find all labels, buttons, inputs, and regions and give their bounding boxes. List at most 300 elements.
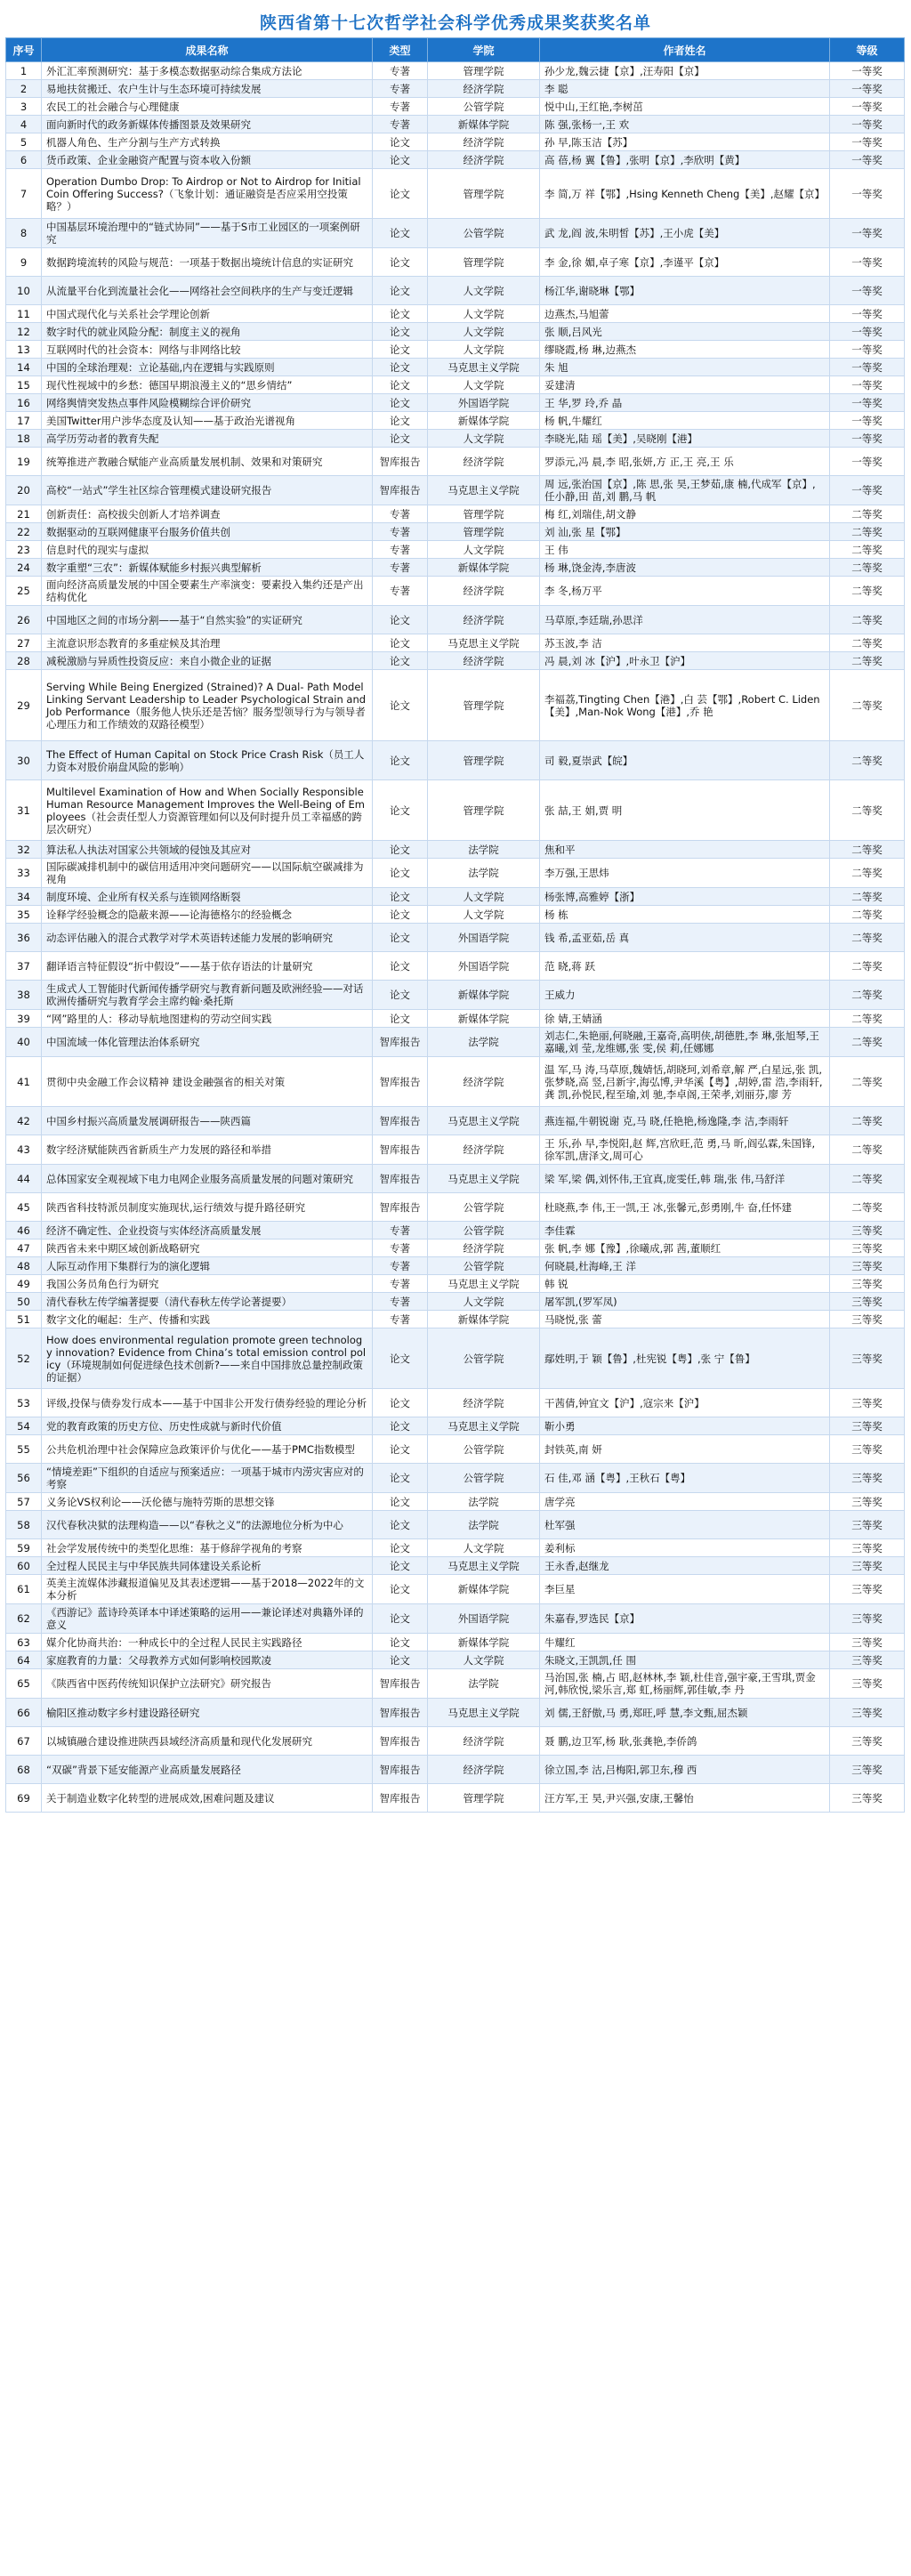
row-level: 二等奖 bbox=[830, 1057, 905, 1107]
row-number: 10 bbox=[6, 277, 42, 305]
row-type: 智库报告 bbox=[373, 1727, 428, 1756]
header-level: 等级 bbox=[830, 38, 905, 62]
row-school: 法学院 bbox=[428, 859, 540, 888]
row-number: 44 bbox=[6, 1165, 42, 1193]
row-authors: 李福荔,Tingting Chen【港】,白 芸【鄂】,Robert C. Liden【美】,Man-Nok Wong【港】,乔 艳 bbox=[540, 670, 830, 741]
row-authors: 杨江华,谢晓琳【鄂】 bbox=[540, 277, 830, 305]
row-title: 机器人角色、生产分割与生产方式转换 bbox=[42, 133, 373, 151]
row-level: 二等奖 bbox=[830, 505, 905, 523]
row-type: 论文 bbox=[373, 1389, 428, 1417]
row-school: 马克思主义学院 bbox=[428, 1557, 540, 1575]
row-level: 二等奖 bbox=[830, 523, 905, 541]
row-number: 37 bbox=[6, 952, 42, 981]
row-number: 11 bbox=[6, 305, 42, 323]
row-authors: 汪方军,王 昊,尹兴强,安康,王馨怡 bbox=[540, 1784, 830, 1813]
row-number: 1 bbox=[6, 62, 42, 80]
table-row bbox=[6, 841, 905, 859]
table-row bbox=[6, 376, 905, 394]
table-row bbox=[6, 541, 905, 559]
row-number: 68 bbox=[6, 1756, 42, 1784]
row-title: 诠释学经验概念的隐蔽来源——论海德格尔的经验概念 bbox=[42, 906, 373, 924]
row-title: 以城镇融合建设推进陕西县域经济高质量和现代化发展研究 bbox=[42, 1727, 373, 1756]
row-title: 社会学发展传统中的类型化思维：基于修辞学视角的考察 bbox=[42, 1539, 373, 1557]
row-authors: 李巨星 bbox=[540, 1575, 830, 1604]
row-type: 智库报告 bbox=[373, 1057, 428, 1107]
table-row bbox=[6, 1464, 905, 1493]
row-title: 陕西省科技特派员制度实施现状,运行绩效与提升路径研究 bbox=[42, 1193, 373, 1222]
row-authors: 孙 早,陈玉洁【苏】 bbox=[540, 133, 830, 151]
row-school: 公管学院 bbox=[428, 1328, 540, 1389]
row-title: 算法私人执法对国家公共领域的侵蚀及其应对 bbox=[42, 841, 373, 859]
row-school: 新媒体学院 bbox=[428, 981, 540, 1010]
row-authors: 梁 军,梁 偶,刘怀伟,王宜真,庞雯任,韩 瑞,张 伟,马舒洋 bbox=[540, 1165, 830, 1193]
row-authors: 封铁英,南 妍 bbox=[540, 1435, 830, 1464]
row-level: 一等奖 bbox=[830, 62, 905, 80]
row-type: 智库报告 bbox=[373, 1756, 428, 1784]
row-school: 人文学院 bbox=[428, 430, 540, 448]
row-authors: 杨 栋 bbox=[540, 906, 830, 924]
row-type: 论文 bbox=[373, 1575, 428, 1604]
row-number: 7 bbox=[6, 169, 42, 219]
row-level: 一等奖 bbox=[830, 359, 905, 376]
row-level: 三等奖 bbox=[830, 1634, 905, 1651]
table-row bbox=[6, 888, 905, 906]
row-number: 46 bbox=[6, 1222, 42, 1240]
table-row bbox=[6, 1699, 905, 1727]
row-title: The Effect of Human Capital on Stock Price Crash Risk（员工人力资本对股价崩盘风险的影响） bbox=[42, 741, 373, 780]
table-row bbox=[6, 151, 905, 169]
row-title: “双碳”背景下延安能源产业高质量发展路径 bbox=[42, 1756, 373, 1784]
row-school: 外国语学院 bbox=[428, 1604, 540, 1634]
row-authors: 何晓晨,杜海峰,王 洋 bbox=[540, 1257, 830, 1275]
row-title: 数字时代的就业风险分配：制度主义的视角 bbox=[42, 323, 373, 341]
row-level: 一等奖 bbox=[830, 394, 905, 412]
row-school: 经济学院 bbox=[428, 577, 540, 606]
row-number: 23 bbox=[6, 541, 42, 559]
row-school: 人文学院 bbox=[428, 341, 540, 359]
row-type: 论文 bbox=[373, 952, 428, 981]
table-header-row bbox=[6, 38, 905, 62]
row-type: 专著 bbox=[373, 1240, 428, 1257]
row-authors: 焦和平 bbox=[540, 841, 830, 859]
row-title: 翻译语言特征假设“折中假设”——基于依存语法的计量研究 bbox=[42, 952, 373, 981]
row-number: 16 bbox=[6, 394, 42, 412]
row-number: 20 bbox=[6, 476, 42, 505]
row-type: 论文 bbox=[373, 634, 428, 652]
row-title: 英美主流媒体涉藏报道偏见及其表述逻辑——基于2018—2022年的文本分析 bbox=[42, 1575, 373, 1604]
row-number: 4 bbox=[6, 116, 42, 133]
row-number: 34 bbox=[6, 888, 42, 906]
row-title: 数据跨境流转的风险与规范：一项基于数据出境统计信息的实证研究 bbox=[42, 248, 373, 277]
row-type: 论文 bbox=[373, 670, 428, 741]
row-number: 43 bbox=[6, 1135, 42, 1165]
row-level: 二等奖 bbox=[830, 859, 905, 888]
row-school: 人文学院 bbox=[428, 906, 540, 924]
row-level: 二等奖 bbox=[830, 924, 905, 952]
row-authors: 徐 婧,王婧涵 bbox=[540, 1010, 830, 1028]
row-level: 二等奖 bbox=[830, 1165, 905, 1193]
table-row bbox=[6, 505, 905, 523]
header-authors: 作者姓名 bbox=[540, 38, 830, 62]
row-type: 论文 bbox=[373, 169, 428, 219]
row-type: 论文 bbox=[373, 652, 428, 670]
row-number: 64 bbox=[6, 1651, 42, 1669]
row-number: 3 bbox=[6, 98, 42, 116]
row-school: 人文学院 bbox=[428, 541, 540, 559]
row-level: 二等奖 bbox=[830, 652, 905, 670]
row-school: 人文学院 bbox=[428, 888, 540, 906]
table-row bbox=[6, 780, 905, 841]
row-title: 总体国家安全观视域下电力电网企业服务高质量发展的问题对策研究 bbox=[42, 1165, 373, 1193]
row-type: 智库报告 bbox=[373, 476, 428, 505]
table-row bbox=[6, 476, 905, 505]
table-row bbox=[6, 1010, 905, 1028]
table-row bbox=[6, 305, 905, 323]
table-row bbox=[6, 133, 905, 151]
row-title: 生成式人工智能时代新闻传播学研究与教育新问题及欧洲经验——对话欧洲传播研究与教育学会主席约翰·桑托斯 bbox=[42, 981, 373, 1010]
row-authors: 王永香,赵继龙 bbox=[540, 1557, 830, 1575]
table-row bbox=[6, 1756, 905, 1784]
row-authors: 孙少龙,魏云捷【京】,汪寿阳【京】 bbox=[540, 62, 830, 80]
table-row bbox=[6, 1107, 905, 1135]
row-level: 三等奖 bbox=[830, 1669, 905, 1699]
row-type: 论文 bbox=[373, 1557, 428, 1575]
row-title: 关于制造业数字化转型的进展成效,困难问题及建议 bbox=[42, 1784, 373, 1813]
row-title: 贯彻中央金融工作会议精神 建设金融强省的相关对策 bbox=[42, 1057, 373, 1107]
row-school: 管理学院 bbox=[428, 169, 540, 219]
table-row bbox=[6, 652, 905, 670]
row-authors: 张 喆,王 娟,贾 明 bbox=[540, 780, 830, 841]
table-row bbox=[6, 1575, 905, 1604]
row-level: 三等奖 bbox=[830, 1756, 905, 1784]
row-level: 三等奖 bbox=[830, 1575, 905, 1604]
table-row bbox=[6, 277, 905, 305]
row-number: 8 bbox=[6, 219, 42, 248]
table-row bbox=[6, 359, 905, 376]
row-title: 媒介化协商共治：一种成长中的全过程人民民主实践路径 bbox=[42, 1634, 373, 1651]
table-row bbox=[6, 924, 905, 952]
row-level: 三等奖 bbox=[830, 1222, 905, 1240]
row-school: 公管学院 bbox=[428, 1435, 540, 1464]
row-number: 69 bbox=[6, 1784, 42, 1813]
table-body bbox=[6, 62, 905, 1813]
row-school: 管理学院 bbox=[428, 670, 540, 741]
row-type: 智库报告 bbox=[373, 1669, 428, 1699]
row-title: 榆阳区推动数字乡村建设路径研究 bbox=[42, 1699, 373, 1727]
row-level: 一等奖 bbox=[830, 476, 905, 505]
row-title: 外汇汇率预测研究：基于多模态数据驱动综合集成方法论 bbox=[42, 62, 373, 80]
row-level: 一等奖 bbox=[830, 248, 905, 277]
table-row bbox=[6, 1727, 905, 1756]
row-authors: 干茜倩,钟宜文【沪】,寇宗来【沪】 bbox=[540, 1389, 830, 1417]
row-school: 管理学院 bbox=[428, 523, 540, 541]
row-authors: 杜晓燕,李 伟,王一凯,王 冰,张馨元,彭勇刚,牛 奋,任怀建 bbox=[540, 1193, 830, 1222]
row-number: 9 bbox=[6, 248, 42, 277]
row-number: 40 bbox=[6, 1028, 42, 1057]
row-school: 人文学院 bbox=[428, 323, 540, 341]
row-number: 31 bbox=[6, 780, 42, 841]
row-type: 论文 bbox=[373, 376, 428, 394]
row-school: 经济学院 bbox=[428, 151, 540, 169]
row-level: 二等奖 bbox=[830, 1193, 905, 1222]
row-type: 论文 bbox=[373, 151, 428, 169]
row-type: 论文 bbox=[373, 924, 428, 952]
row-authors: 刘 汕,张 星【鄂】 bbox=[540, 523, 830, 541]
row-number: 22 bbox=[6, 523, 42, 541]
row-type: 论文 bbox=[373, 1417, 428, 1435]
row-title: “情境差距”下组织的自适应与预案适应：一项基于城市内涝灾害应对的考察 bbox=[42, 1464, 373, 1493]
row-school: 新媒体学院 bbox=[428, 1634, 540, 1651]
row-type: 专著 bbox=[373, 62, 428, 80]
row-type: 论文 bbox=[373, 277, 428, 305]
row-number: 66 bbox=[6, 1699, 42, 1727]
row-authors: 姜利标 bbox=[540, 1539, 830, 1557]
row-type: 论文 bbox=[373, 341, 428, 359]
row-type: 智库报告 bbox=[373, 1699, 428, 1727]
table-row bbox=[6, 670, 905, 741]
row-title: 中国的全球治理观：立论基础,内在逻辑与实践原则 bbox=[42, 359, 373, 376]
row-number: 24 bbox=[6, 559, 42, 577]
row-level: 二等奖 bbox=[830, 1010, 905, 1028]
row-authors: 朱晓文,王凯凯,任 围 bbox=[540, 1651, 830, 1669]
row-title: 美国Twitter用户涉华态度及认知——基于政治光谱视角 bbox=[42, 412, 373, 430]
row-school: 管理学院 bbox=[428, 1784, 540, 1813]
table-row bbox=[6, 559, 905, 577]
header-no: 序号 bbox=[6, 38, 42, 62]
row-level: 三等奖 bbox=[830, 1539, 905, 1557]
row-type: 专著 bbox=[373, 1293, 428, 1311]
row-number: 18 bbox=[6, 430, 42, 448]
row-type: 专著 bbox=[373, 523, 428, 541]
table-row bbox=[6, 219, 905, 248]
row-type: 智库报告 bbox=[373, 1165, 428, 1193]
table-row bbox=[6, 1057, 905, 1107]
row-level: 三等奖 bbox=[830, 1311, 905, 1328]
row-number: 21 bbox=[6, 505, 42, 523]
row-level: 三等奖 bbox=[830, 1784, 905, 1813]
table-row bbox=[6, 248, 905, 277]
row-level: 二等奖 bbox=[830, 1135, 905, 1165]
row-school: 马克思主义学院 bbox=[428, 634, 540, 652]
row-level: 二等奖 bbox=[830, 541, 905, 559]
table-row bbox=[6, 1165, 905, 1193]
row-type: 论文 bbox=[373, 859, 428, 888]
row-type: 智库报告 bbox=[373, 1107, 428, 1135]
row-level: 二等奖 bbox=[830, 981, 905, 1010]
row-title: 中国地区之间的市场分割——基于“自然实验”的实证研究 bbox=[42, 606, 373, 634]
row-type: 论文 bbox=[373, 841, 428, 859]
row-type: 论文 bbox=[373, 305, 428, 323]
row-title: 高学历劳动者的教育失配 bbox=[42, 430, 373, 448]
row-level: 三等奖 bbox=[830, 1389, 905, 1417]
row-type: 论文 bbox=[373, 394, 428, 412]
row-title: 信息时代的现实与虚拟 bbox=[42, 541, 373, 559]
row-number: 38 bbox=[6, 981, 42, 1010]
row-level: 三等奖 bbox=[830, 1293, 905, 1311]
row-level: 一等奖 bbox=[830, 305, 905, 323]
table-row bbox=[6, 1028, 905, 1057]
row-authors: 鄢姓明,于 颖【鲁】,杜宪锐【粤】,张 宁【鲁】 bbox=[540, 1328, 830, 1389]
row-school: 法学院 bbox=[428, 1511, 540, 1539]
row-number: 19 bbox=[6, 448, 42, 476]
row-number: 63 bbox=[6, 1634, 42, 1651]
row-number: 53 bbox=[6, 1389, 42, 1417]
row-title: 高校“一站式”学生社区综合管理模式建设研究报告 bbox=[42, 476, 373, 505]
row-authors: 武 龙,阎 波,朱明皙【苏】,王小虎【美】 bbox=[540, 219, 830, 248]
row-type: 智库报告 bbox=[373, 1193, 428, 1222]
row-title: 减税激励与异质性投资反应：来自小微企业的证据 bbox=[42, 652, 373, 670]
row-level: 三等奖 bbox=[830, 1464, 905, 1493]
row-title: 数据驱动的互联网健康平台服务价值共创 bbox=[42, 523, 373, 541]
row-number: 49 bbox=[6, 1275, 42, 1293]
row-authors: 马治国,张 楠,占 昭,赵林林,李 颖,杜佳音,强宇豪,王雪琪,贾金河,韩欣悦,梁乐言,郑 虹,杨丽辉,郭佳敏,李 丹 bbox=[540, 1669, 830, 1699]
row-level: 三等奖 bbox=[830, 1435, 905, 1464]
table-row bbox=[6, 1435, 905, 1464]
row-level: 三等奖 bbox=[830, 1699, 905, 1727]
row-school: 法学院 bbox=[428, 1028, 540, 1057]
row-title: 中国流域一体化管理法治体系研究 bbox=[42, 1028, 373, 1057]
row-school: 公管学院 bbox=[428, 1193, 540, 1222]
row-type: 论文 bbox=[373, 359, 428, 376]
row-authors: 悦中山,王红艳,李树茁 bbox=[540, 98, 830, 116]
row-number: 5 bbox=[6, 133, 42, 151]
row-school: 人文学院 bbox=[428, 1651, 540, 1669]
row-number: 51 bbox=[6, 1311, 42, 1328]
row-number: 36 bbox=[6, 924, 42, 952]
row-title: 数字文化的崛起：生产、传播和实践 bbox=[42, 1311, 373, 1328]
table-row bbox=[6, 1539, 905, 1557]
table-row bbox=[6, 1328, 905, 1389]
table-row bbox=[6, 430, 905, 448]
row-title: 《西游记》蓝诗玲英译本中译述策略的运用——兼论译述对典籍外译的意义 bbox=[42, 1604, 373, 1634]
row-type: 智库报告 bbox=[373, 1135, 428, 1165]
row-level: 三等奖 bbox=[830, 1257, 905, 1275]
row-authors: 杨 琳,饶金涛,李唐波 bbox=[540, 559, 830, 577]
table-row bbox=[6, 1604, 905, 1634]
row-title: 义务论VS权利论——沃伦德与施特劳斯的思想交锋 bbox=[42, 1493, 373, 1511]
row-number: 33 bbox=[6, 859, 42, 888]
table-row bbox=[6, 1193, 905, 1222]
row-level: 二等奖 bbox=[830, 606, 905, 634]
row-authors: 燕连福,牛朝锐谢 克,马 晓,任艳艳,杨逸隆,李 洁,李雨轩 bbox=[540, 1107, 830, 1135]
row-level: 三等奖 bbox=[830, 1417, 905, 1435]
row-number: 29 bbox=[6, 670, 42, 741]
table-row bbox=[6, 859, 905, 888]
table-row bbox=[6, 1135, 905, 1165]
table-row bbox=[6, 1511, 905, 1539]
table-row bbox=[6, 1784, 905, 1813]
row-school: 马克思主义学院 bbox=[428, 1275, 540, 1293]
row-authors: 韩 锐 bbox=[540, 1275, 830, 1293]
row-number: 58 bbox=[6, 1511, 42, 1539]
table-row bbox=[6, 98, 905, 116]
row-school: 公管学院 bbox=[428, 1222, 540, 1240]
row-authors: 王 伟 bbox=[540, 541, 830, 559]
row-level: 三等奖 bbox=[830, 1651, 905, 1669]
table-row bbox=[6, 952, 905, 981]
row-type: 专著 bbox=[373, 98, 428, 116]
row-authors: 温 军,马 涛,马草原,魏婧恬,胡晓珂,刘希章,解 严,白星远,张 凯,张梦晓,高 竖,吕新宇,海弘博,尹华溪【粤】,胡婷,雷 浩,李雨轩,龚 凯,孙悦民,程至瑜,刘 驰,李卓阁,王荣孝,刘丽芬,廖 芳 bbox=[540, 1057, 830, 1107]
document-title: 陕西省第十七次哲学社会科学优秀成果奖获奖名单 bbox=[259, 13, 651, 33]
row-type: 论文 bbox=[373, 1435, 428, 1464]
row-number: 47 bbox=[6, 1240, 42, 1257]
row-authors: 李佳霖 bbox=[540, 1222, 830, 1240]
row-number: 26 bbox=[6, 606, 42, 634]
row-authors: 罗添元,冯 晨,李 昭,张妍,方 正,王 亮,王 乐 bbox=[540, 448, 830, 476]
row-title: 党的教育政策的历史方位、历史性成就与新时代价值 bbox=[42, 1417, 373, 1435]
row-type: 论文 bbox=[373, 1328, 428, 1389]
table-row bbox=[6, 412, 905, 430]
row-school: 法学院 bbox=[428, 841, 540, 859]
row-authors: 钱 希,孟亚茹,岳 真 bbox=[540, 924, 830, 952]
row-authors: 妥建清 bbox=[540, 376, 830, 394]
row-school: 经济学院 bbox=[428, 1057, 540, 1107]
row-level: 一等奖 bbox=[830, 430, 905, 448]
row-authors: 朱嘉春,罗选民【京】 bbox=[540, 1604, 830, 1634]
row-type: 论文 bbox=[373, 741, 428, 780]
row-school: 新媒体学院 bbox=[428, 412, 540, 430]
row-number: 60 bbox=[6, 1557, 42, 1575]
row-school: 新媒体学院 bbox=[428, 1010, 540, 1028]
row-title: 易地扶贫搬迁、农户生计与生态环境可持续发展 bbox=[42, 80, 373, 98]
table-row bbox=[6, 80, 905, 98]
row-type: 智库报告 bbox=[373, 448, 428, 476]
row-type: 论文 bbox=[373, 981, 428, 1010]
row-title: 中国基层环境治理中的“链式协同”——基于S市工业园区的一项案例研究 bbox=[42, 219, 373, 248]
row-title: 国际碳减排机制中的碳信用适用冲突问题研究——以国际航空碳减排为视角 bbox=[42, 859, 373, 888]
row-authors: 杜军强 bbox=[540, 1511, 830, 1539]
row-authors: 刘志仁,朱艳丽,何晓融,王嘉奇,高明侠,胡德胜,李 琳,张旭琴,王嘉曦,刘 莹,龙维娜,张 雯,侯 莉,任娜娜 bbox=[540, 1028, 830, 1057]
row-number: 62 bbox=[6, 1604, 42, 1634]
row-title: 数字经济赋能陕西省新质生产力发展的路径和举措 bbox=[42, 1135, 373, 1165]
row-authors: 徐立国,李 沽,吕梅阳,郭卫东,穆 西 bbox=[540, 1756, 830, 1784]
row-number: 27 bbox=[6, 634, 42, 652]
row-authors: 陈 强,张杨一,王 欢 bbox=[540, 116, 830, 133]
row-number: 32 bbox=[6, 841, 42, 859]
row-number: 50 bbox=[6, 1293, 42, 1311]
row-school: 经济学院 bbox=[428, 133, 540, 151]
row-school: 马克思主义学院 bbox=[428, 1417, 540, 1435]
row-number: 13 bbox=[6, 341, 42, 359]
table-row bbox=[6, 448, 905, 476]
row-title: 统筹推进产教融合赋能产业高质量发展机制、效果和对策研究 bbox=[42, 448, 373, 476]
row-type: 智库报告 bbox=[373, 1028, 428, 1057]
table-row bbox=[6, 606, 905, 634]
row-number: 17 bbox=[6, 412, 42, 430]
row-title: 网络舆情突发热点事件风险模糊综合评价研究 bbox=[42, 394, 373, 412]
row-title: 经济不确定性、企业投资与实体经济高质量发展 bbox=[42, 1222, 373, 1240]
row-title: 创新责任：高校拔尖创新人才培养调查 bbox=[42, 505, 373, 523]
row-number: 54 bbox=[6, 1417, 42, 1435]
row-level: 二等奖 bbox=[830, 1028, 905, 1057]
row-type: 论文 bbox=[373, 1604, 428, 1634]
header-school: 学院 bbox=[428, 38, 540, 62]
row-school: 公管学院 bbox=[428, 98, 540, 116]
row-type: 专著 bbox=[373, 577, 428, 606]
row-level: 二等奖 bbox=[830, 841, 905, 859]
row-type: 论文 bbox=[373, 1493, 428, 1511]
table-row bbox=[6, 323, 905, 341]
row-school: 管理学院 bbox=[428, 62, 540, 80]
row-authors: 靳小勇 bbox=[540, 1417, 830, 1435]
row-level: 二等奖 bbox=[830, 741, 905, 780]
row-level: 三等奖 bbox=[830, 1493, 905, 1511]
row-type: 专著 bbox=[373, 80, 428, 98]
awards-table bbox=[5, 37, 905, 1813]
table-row bbox=[6, 1240, 905, 1257]
row-title: 货币政策、企业金融资产配置与资本收入份额 bbox=[42, 151, 373, 169]
table-row bbox=[6, 741, 905, 780]
